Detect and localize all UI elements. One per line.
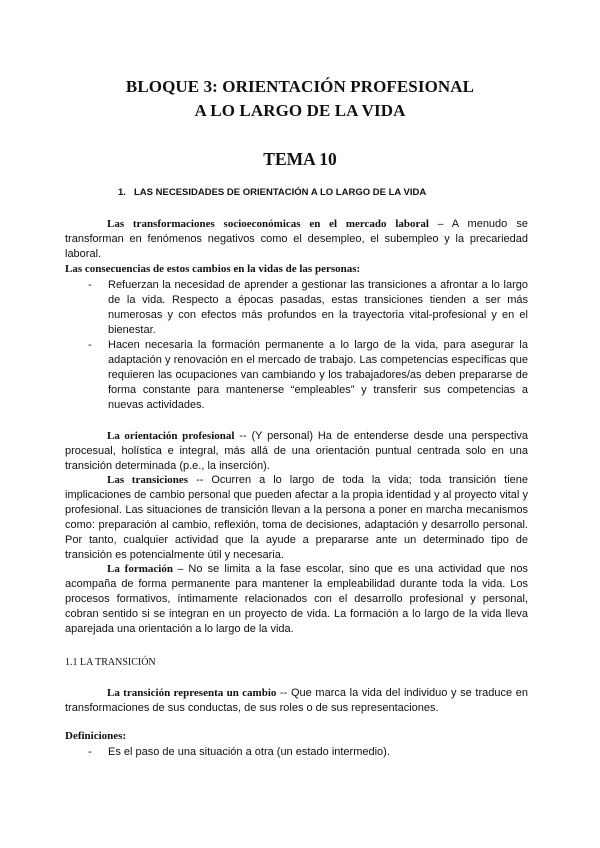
list-dash: - bbox=[88, 746, 92, 758]
section-1-heading bbox=[118, 187, 426, 198]
tema-heading: TEMA 10 bbox=[263, 149, 337, 169]
list-item-text: Es el paso de una situación a otra (un estado intermedio). bbox=[108, 746, 390, 758]
formacion-text: No se limita a la fase escolar, sino que es una actividad que nos acompaña de forma permanente para mantener la empleabilidad durante toda la vida. Los procesos formativos, íntimamente relacionados con el desarrollo profesional y personal, cobran sentido si se integran en un proyecto de vida. La formación a lo largo de la vida lleva aparejada una orientación a lo largo de la vida. bbox=[65, 563, 528, 635]
list-item bbox=[88, 745, 528, 760]
definiciones-heading: Definiciones: bbox=[65, 730, 127, 742]
transiciones-lead: Las transiciones bbox=[107, 474, 189, 486]
list-item bbox=[88, 278, 528, 338]
title-line-1: BLOQUE 3: ORIENTACIÓN PROFESIONAL bbox=[125, 77, 475, 96]
transicion-cambio-lead: La transición representa un cambio bbox=[107, 687, 277, 699]
section-1-title: LAS NECESIDADES DE ORIENTACIÓN A LO LARGO DE LA VIDA bbox=[134, 187, 427, 198]
list-item-text: Hacen necesaria la formación permanente a lo largo de la vida, para asegurar la adaptación y renovación en el mercado de trabajo. Las competencias específicas que requieren las ocupaciones van cambiando y los trabajadores/as deben prepararse de forma constante para mantenerse “empleables” y transferir sus competencias a nuevas actividades. bbox=[108, 339, 528, 411]
transformaciones-text: A menudo se transforman en fenómenos negativos como el desempleo, el subempleo y la precariedad laboral. bbox=[65, 218, 528, 260]
transicion-cambio-text: -- Que marca la vida del individuo y se traduce en transformaciones de sus conductas, de sus roles o de sus representaciones. bbox=[65, 687, 528, 714]
paragraph-transiciones bbox=[65, 473, 528, 563]
transformaciones-lead: Las transformaciones socioeconómicas en el mercado laboral – bbox=[107, 218, 444, 230]
section-1-1-heading: 1.1 LA TRANSICIÓN bbox=[65, 657, 156, 668]
paragraph-transformaciones bbox=[65, 217, 528, 262]
consecuencias-heading: Las consecuencias de estos cambios en la vidas de las personas: bbox=[65, 263, 361, 275]
consecuencias-list bbox=[88, 278, 528, 413]
paragraph-formacion bbox=[65, 562, 528, 637]
paragraph-orientacion bbox=[65, 429, 528, 474]
list-item-text: Refuerzan la necesidad de aprender a gestionar las transiciones a afrontar a lo largo de la vida. Respecto a épocas pasadas, estas transiciones tienden a ser más numerosas y con efectos más profundos en la trayectoria vital-profesional y en el bienestar. bbox=[108, 279, 528, 336]
list-dash: - bbox=[88, 279, 92, 291]
orientacion-lead: La orientación profesional bbox=[107, 430, 235, 442]
transiciones-text: -- Ocurren a lo largo de toda la vida; toda transición tiene implicaciones de cambio personal que pueden afectar a la propia identidad y al proyecto vital y profesional. Las situaciones de transición llevan a la persona a poner en marcha mecanismos como: preparación al cambio, reflexión, toma de decisiones, adaptación y desarrollo personal. Por tanto, cualquier actividad que la ayude a prepararse ante un determinado tipo de transición es potencialmente útil y necesaria. bbox=[65, 474, 528, 561]
section-1-number: 1. bbox=[118, 187, 126, 198]
list-dash: - bbox=[88, 339, 92, 351]
formacion-lead: La formación – bbox=[107, 563, 184, 575]
title-line-2: A LO LARGO DE LA VIDA bbox=[194, 101, 406, 120]
definiciones-list bbox=[88, 745, 528, 760]
list-item bbox=[88, 338, 528, 413]
paragraph-transicion-cambio bbox=[65, 686, 528, 716]
orientacion-text: -- (Y personal) Ha de entenderse desde una perspectiva procesual, holística e integral, más allá de una orientación puntual centrada solo en una transición determinada (p.e., la inserción). bbox=[65, 430, 529, 472]
